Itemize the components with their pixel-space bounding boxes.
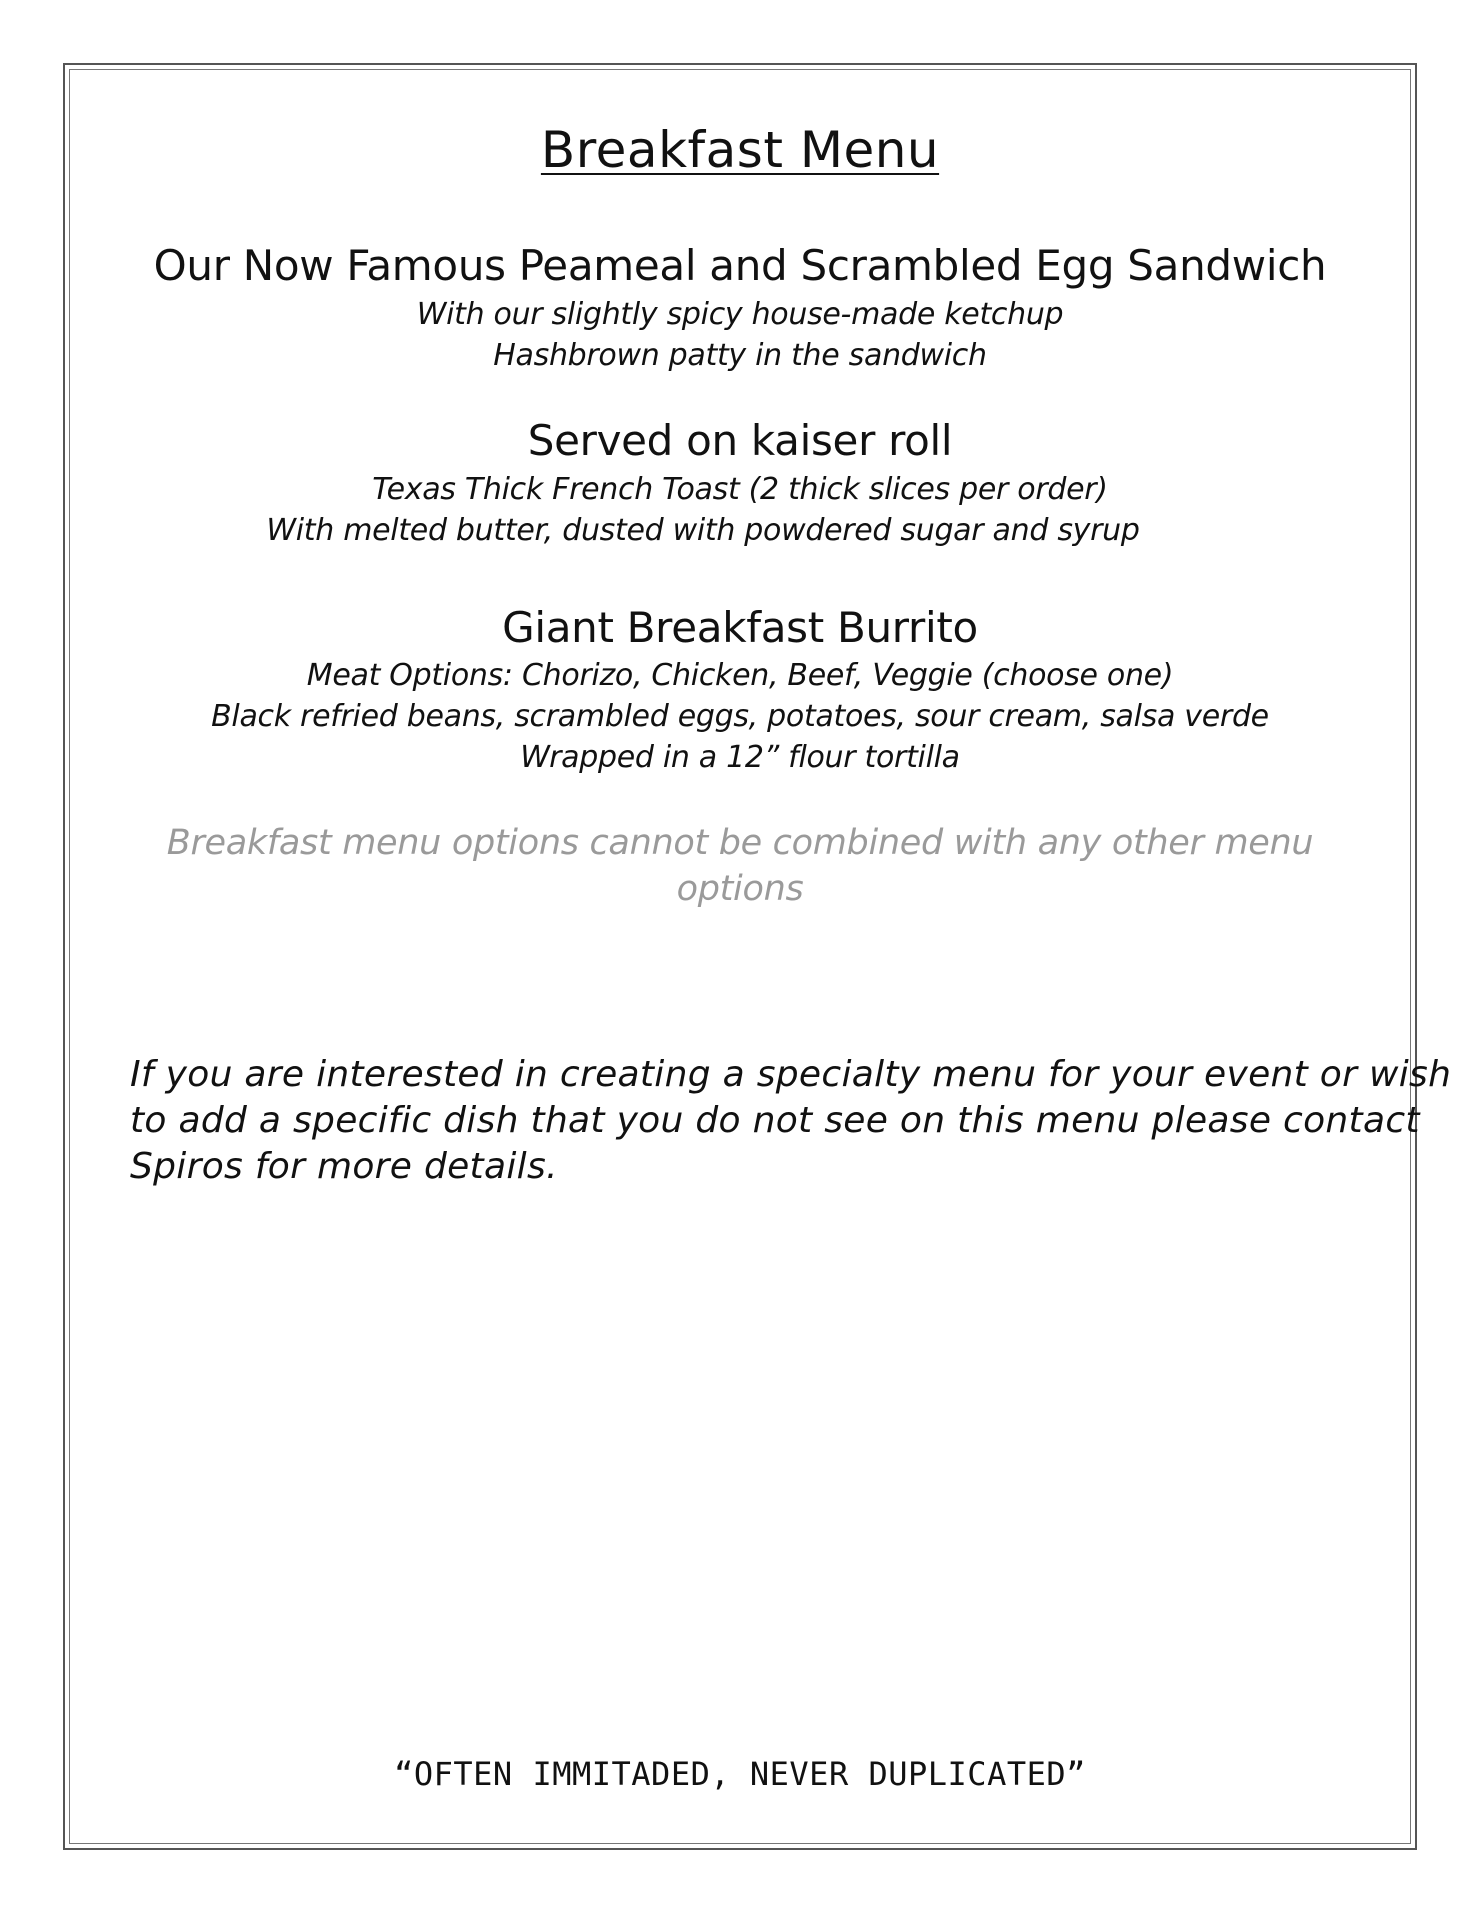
menu-item-description: Texas Thick French Toast (2 thick slices per order): [372, 472, 1108, 507]
tagline: “OFTEN IMMITADED, NEVER DUPLICATED”: [394, 1755, 1086, 1793]
menu-item-description: Meat Options: Chorizo, Chicken, Beef, Veggie (choose one): [306, 658, 1174, 693]
contact-paragraph: [130, 1052, 1452, 1190]
menu-item-description: Black refried beans, scrambled eggs, potatoes, sour cream, salsa verde: [211, 699, 1269, 734]
menu-item-name: Served on kaiser roll: [527, 416, 953, 465]
contact-line: to add a specific dish that you do not see on this menu please contact: [130, 1100, 1420, 1141]
menu-item-description: With our slightly spicy house-made ketchup: [416, 297, 1064, 332]
disclaimer-line: Breakfast menu options cannot be combined with any other menu: [166, 823, 1314, 863]
menu-item-name: Giant Breakfast Burrito: [502, 603, 978, 652]
menu-title: Breakfast Menu: [540, 121, 940, 179]
menu-item-description: Wrapped in a 12” flour tortilla: [520, 740, 960, 775]
contact-line: Spiros for more details.: [130, 1146, 558, 1187]
contact-line: If you are interested in creating a specialty menu for your event or wish: [130, 1054, 1452, 1095]
menu-item-description: With melted butter, dusted with powdered sugar and syrup: [266, 513, 1140, 548]
disclaimer-line: options: [676, 869, 804, 909]
menu-item-description: Hashbrown patty in the sandwich: [493, 338, 987, 373]
menu-disclaimer: [69, 820, 1411, 912]
menu-item-name: Our Now Famous Peameal and Scrambled Egg Sandwich: [153, 241, 1327, 290]
